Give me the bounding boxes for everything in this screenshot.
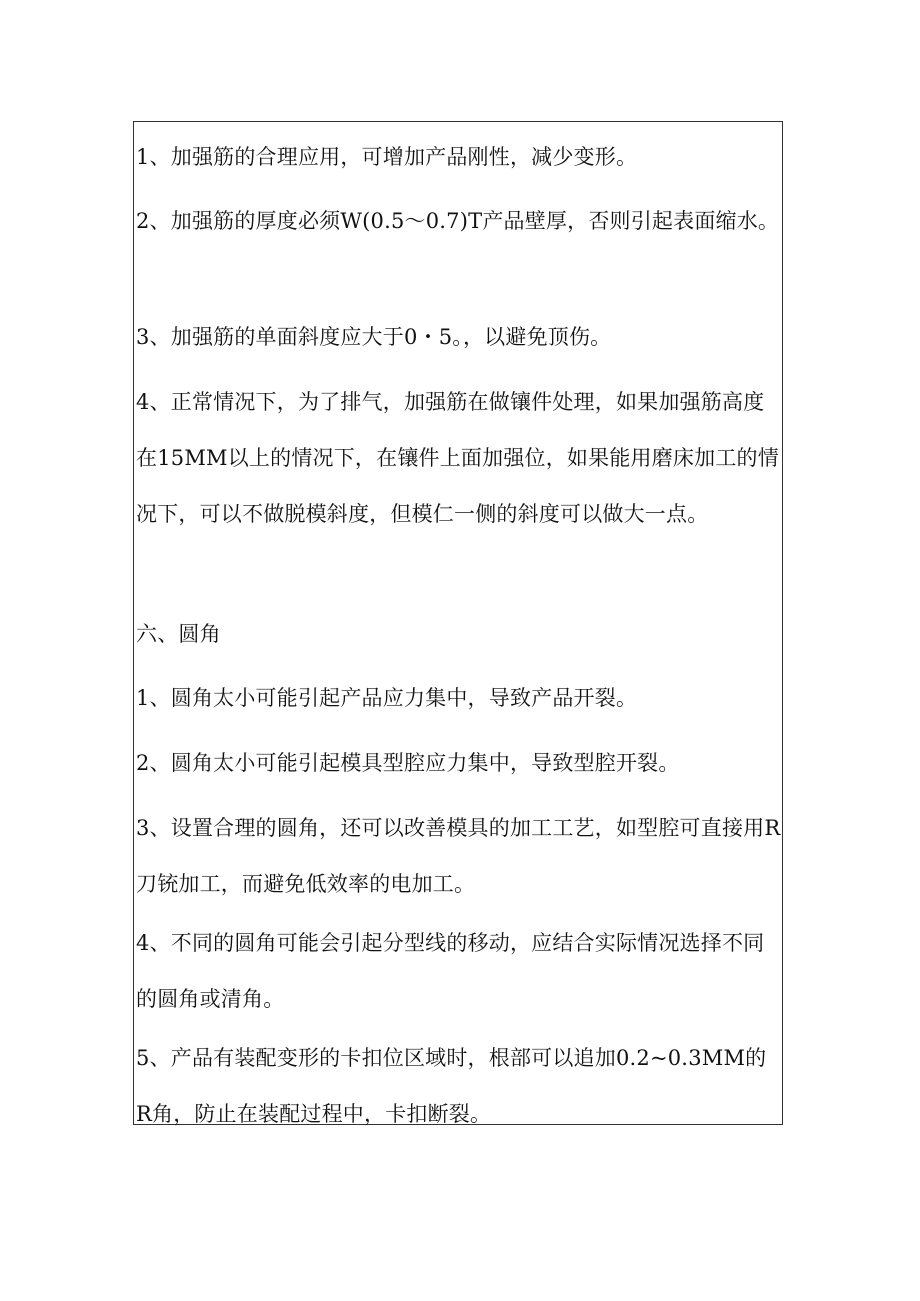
document-frame: [133, 121, 783, 1125]
section-heading-fillet: 六、圆角: [136, 622, 221, 646]
rib-item-4: 4、正常情况下，为了排气，加强筋在做镶件处理，如果加强筋高度在15MM以上的情况下，在镶件上面加强位，如果能用磨床加工的情况下，可以不做脱模斜度，但模仁一侧的斜度可以做大一点。: [136, 390, 779, 526]
rib-item-2: 2、加强筋的厚度必须W(0.5～0.7)T产品壁厚，否则引起表面缩水。: [136, 209, 780, 233]
fillet-item-4: 4、不同的圆角可能会引起分型线的移动，应结合实际情况选择不同的圆角或清角。: [136, 931, 765, 1011]
rib-item-1: 1、加强筋的合理应用，可增加产品刚性，减少变形。: [136, 145, 638, 169]
fillet-item-3: 3、设置合理的圆角，还可以改善模具的加工工艺，如型腔可直接用R刀铳加工，而避免低效率的电加工。: [136, 816, 781, 896]
fillet-item-5: 5、产品有装配变形的卡扣位区域时，根部可以追加0.2~0.3MM的R角，防止在装配过程中，卡扣断裂。: [136, 1046, 767, 1126]
fillet-item-1: 1、圆角太小可能引起产品应力集中，导致产品开裂。: [136, 686, 638, 710]
fillet-item-2: 2、圆角太小可能引起模具型腔应力集中，导致型腔开裂。: [136, 751, 680, 775]
rib-item-3: 3、加强筋的单面斜度应大于0・5。，以避免顶伤。: [136, 325, 612, 349]
